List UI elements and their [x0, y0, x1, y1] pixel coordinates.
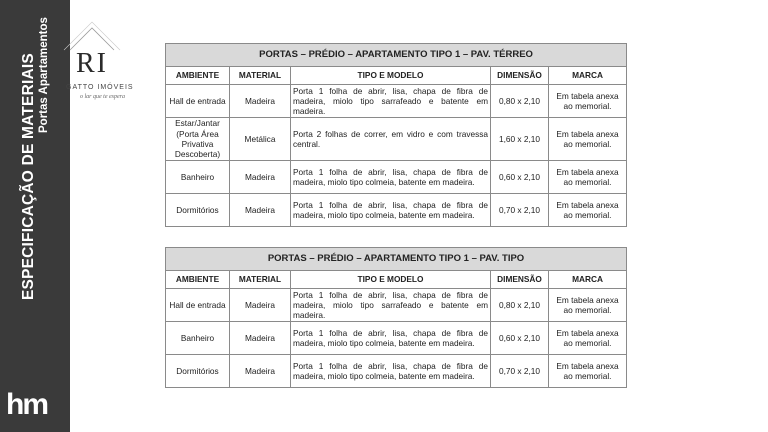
cell-material: Madeira [230, 322, 291, 355]
table-row [166, 289, 627, 322]
col-header-dimensao: DIMENSÃO [491, 271, 549, 289]
cell-marca: Em tabela anexa ao memorial. [549, 355, 627, 388]
cell-marca: Em tabela anexa ao memorial. [549, 289, 627, 322]
table-row [166, 118, 627, 161]
cell-material: Metálica [230, 118, 291, 161]
col-header-tipo-modelo: TIPO E MODELO [291, 271, 491, 289]
cell-marca: Em tabela anexa ao memorial. [549, 194, 627, 227]
brand-monogram: RI [76, 48, 108, 79]
cell-ambiente: Dormitórios [166, 355, 230, 388]
cell-ambiente: Banheiro [166, 161, 230, 194]
col-header-tipo-modelo: TIPO E MODELO [291, 67, 491, 85]
table-title: PORTAS – PRÉDIO – APARTAMENTO TIPO 1 – PAV. TIPO [166, 248, 627, 271]
cell-ambiente: Dormitórios [166, 194, 230, 227]
cell-dimensao: 0,70 x 2,10 [491, 194, 549, 227]
cell-ambiente: Estar/Jantar (Porta Área Privativa Descoberta) [166, 118, 230, 161]
spec-table-terreo [165, 43, 627, 227]
col-header-ambiente: AMBIENTE [166, 271, 230, 289]
col-header-material: MATERIAL [230, 67, 291, 85]
cell-material: Madeira [230, 289, 291, 322]
cell-dimensao: 1,60 x 2,10 [491, 118, 549, 161]
table-row [166, 322, 627, 355]
cell-marca: Em tabela anexa ao memorial. [549, 118, 627, 161]
cell-tipo-modelo: Porta 1 folha de abrir, lisa, chapa de fibra de madeira, miolo tipo colmeia, batente em madeira. [291, 322, 491, 355]
col-header-ambiente: AMBIENTE [166, 67, 230, 85]
cell-material: Madeira [230, 355, 291, 388]
cell-marca: Em tabela anexa ao memorial. [549, 85, 627, 118]
cell-marca: Em tabela anexa ao memorial. [549, 161, 627, 194]
table-title: PORTAS – PRÉDIO – APARTAMENTO TIPO 1 – PAV. TÉRREO [166, 44, 627, 67]
cell-dimensao: 0,80 x 2,10 [491, 289, 549, 322]
cell-ambiente: Banheiro [166, 322, 230, 355]
col-header-marca: MARCA [549, 67, 627, 85]
cell-tipo-modelo: Porta 1 folha de abrir, lisa, chapa de fibra de madeira, miolo tipo sarrafeado e batente em madeira. [291, 289, 491, 322]
cell-dimensao: 0,70 x 2,10 [491, 355, 549, 388]
cell-dimensao: 0,60 x 2,10 [491, 322, 549, 355]
brand-name: GATTO IMÓVEIS [66, 84, 134, 91]
cell-dimensao: 0,60 x 2,10 [491, 161, 549, 194]
cell-tipo-modelo: Porta 1 folha de abrir, lisa, chapa de fibra de madeira, miolo tipo colmeia, batente em madeira. [291, 194, 491, 227]
cell-ambiente: Hall de entrada [166, 85, 230, 118]
cell-material: Madeira [230, 194, 291, 227]
table-row [166, 194, 627, 227]
hm-logo: hm [6, 388, 47, 421]
cell-material: Madeira [230, 161, 291, 194]
cell-tipo-modelo: Porta 1 folha de abrir, lisa, chapa de fibra de madeira, miolo tipo sarrafeado e batente em madeira. [291, 85, 491, 118]
col-header-material: MATERIAL [230, 271, 291, 289]
cell-material: Madeira [230, 85, 291, 118]
cell-tipo-modelo: Porta 1 folha de abrir, lisa, chapa de fibra de madeira, miolo tipo colmeia, batente em madeira. [291, 355, 491, 388]
cell-dimensao: 0,80 x 2,10 [491, 85, 549, 118]
table-row [166, 355, 627, 388]
brand-logo [52, 20, 142, 110]
page-title: ESPECIFICAÇÃO DE MATERIAIS [20, 53, 37, 300]
table-row [166, 161, 627, 194]
cell-marca: Em tabela anexa ao memorial. [549, 322, 627, 355]
cell-tipo-modelo: Porta 2 folhas de correr, em vidro e com travessa central. [291, 118, 491, 161]
col-header-dimensao: DIMENSÃO [491, 67, 549, 85]
page-subtitle: Portas Apartamentos [38, 17, 50, 133]
brand-tagline: o lar que te espera [80, 94, 125, 100]
cell-tipo-modelo: Porta 1 folha de abrir, lisa, chapa de fibra de madeira, miolo tipo colmeia, batente em madeira. [291, 161, 491, 194]
table-row [166, 85, 627, 118]
cell-ambiente: Hall de entrada [166, 289, 230, 322]
col-header-marca: MARCA [549, 271, 627, 289]
spec-table-tipo [165, 247, 627, 388]
